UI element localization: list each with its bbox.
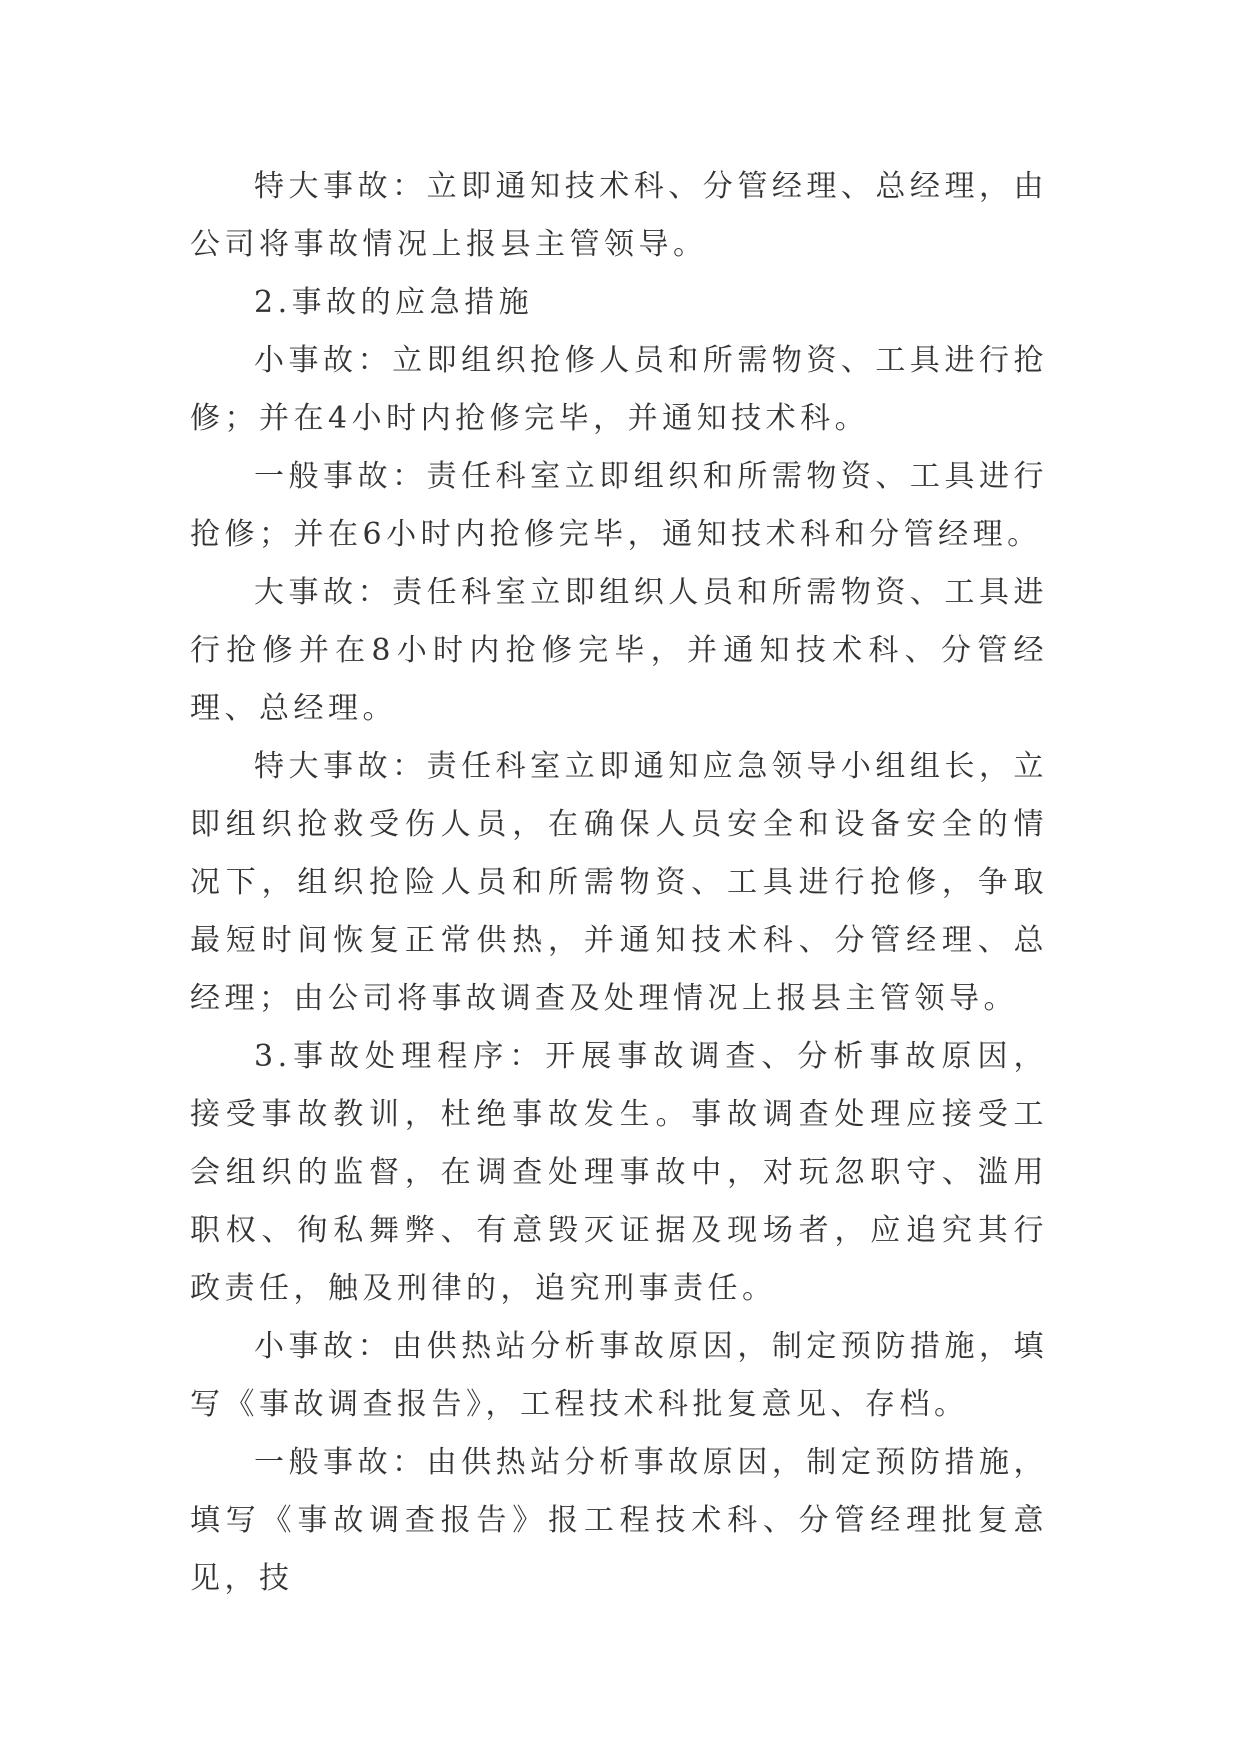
paragraph-handling-procedure: 3.事故处理程序：开展事故调查、分析事故原因，接受事故教训，杜绝事故发生。事故调查处理应接受工会组织的监督，在调查处理事故中，对玩忽职守、滥用职权、徇私舞弊、有意毁灭证据及现场者，应追究其行政责任，触及刑律的，追究刑事责任。 <box>190 1039 1048 1306</box>
paragraph-major-accident-measures: 特大事故：责任科室立即通知应急领导小组组长，立即组织抢救受伤人员，在确保人员安全和设备安全的情况下，组织抢险人员和所需物资、工具进行抢修，争取最短时间恢复正常供热，并通知技术科、分管经理、总经理；由公司将事故调查及处理情况上报县主管领导。 <box>190 749 1048 1016</box>
paragraph-general-accident-measures: 一般事故：责任科室立即组织和所需物资、工具进行抢修；并在6小时内抢修完毕，通知技术科和分管经理。 <box>190 459 1048 552</box>
paragraph-general-accident-handling: 一般事故：由供热站分析事故原因，制定预防措施，填写《事故调查报告》报工程技术科、分管经理批复意见，技 <box>190 1445 1048 1596</box>
paragraph-minor-accident-handling: 小事故：由供热站分析事故原因，制定预防措施，填写《事故调查报告》，工程技术科批复意见、存档。 <box>190 1329 1048 1422</box>
paragraph-major-accident-report: 特大事故：立即通知技术科、分管经理、总经理，由公司将事故情况上报县主管领导。 <box>190 169 1048 262</box>
paragraph-serious-accident-measures: 大事故：责任科室立即组织人员和所需物资、工具进行抢修并在8小时内抢修完毕，并通知技术科、分管经理、总经理。 <box>190 575 1048 726</box>
heading-emergency-measures: 2.事故的应急措施 <box>254 285 534 320</box>
document-body <box>190 158 1048 1608</box>
paragraph-minor-accident-measures: 小事故：立即组织抢修人员和所需物资、工具进行抢修；并在4小时内抢修完毕，并通知技术科。 <box>190 343 1048 436</box>
